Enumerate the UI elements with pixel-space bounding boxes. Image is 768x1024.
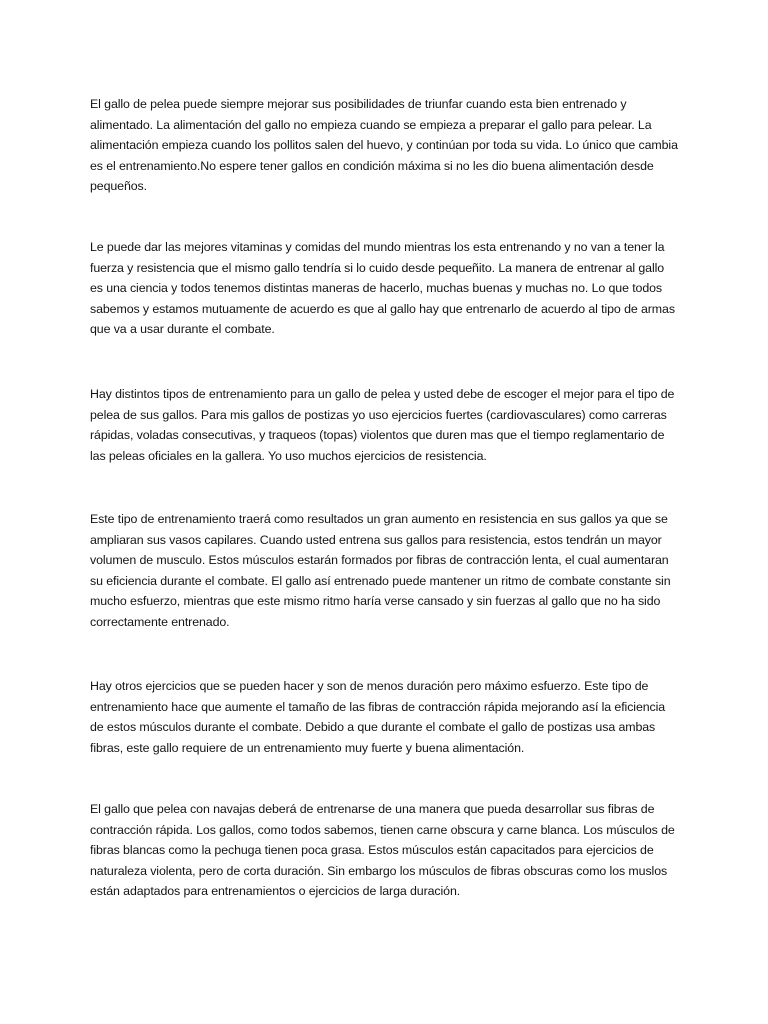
paragraph-6: El gallo que pelea con navajas deberá de entrenarse de una manera que pueda desarrollar sus fibras de contracción rápida. Los gallos, como todos sabemos, tienen carne obscura y carne blanca. Los músculos de fibras blancas como la pechuga tienen poca grasa. Estos músculos están capacitados para ejercicios de naturaleza violenta, pero de corta duración. Sin embargo los músculos de fibras obscuras como los muslos están adaptados para entrenamientos o ejercicios de larga duración. [90, 802, 675, 898]
paragraph-5: Hay otros ejercicios que se pueden hacer y son de menos duración pero máximo esfuerzo. Este tipo de entrenamiento hace que aumente el tamaño de las fibras de contracción rápida mejorando así la eficiencia de estos músculos durante el combate. Debido a que durante el combate el gallo de postizas usa ambas fibras, este gallo requiere de un entrenamiento muy fuerte y buena alimentación. [90, 679, 666, 755]
paragraph-4: Este tipo de entrenamiento traerá como resultados un gran aumento en resistencia en sus gallos ya que se ampliaran sus vasos capilares. Cuando usted entrena sus gallos para resistencia, estos tendrán un mayor volumen de musculo. Estos músculos estarán formados por fibras de contracción lenta, el cual aumentaran su eficiencia durante el combate. El gallo así entrenado puede mantener un ritmo de combate constante sin mucho esfuerzo, mientras que este mismo ritmo haría verse cansado y sin fuerzas al gallo que no ha sido correctamente entrenado. [90, 512, 671, 629]
paragraph-1: El gallo de pelea puede siempre mejorar sus posibilidades de triunfar cuando esta bien entrenado y alimentado. La alimentación del gallo no empieza cuando se empieza a preparar el gallo para pelear. La alimentación empieza cuando los pollitos salen del huevo, y continúan por toda su vida. Lo único que cambia es el entrenamiento.No espere tener gallos en condición máxima si no les dio buena alimentación desde pequeños. [90, 97, 678, 193]
paragraph-2: Le puede dar las mejores vitaminas y comidas del mundo mientras los esta entrenando y no van a tener la fuerza y resistencia que el mismo gallo tendría si lo cuido desde pequeñito. La manera de entrenar al gallo es una ciencia y todos tenemos distintas maneras de hacerlo, muchas buenas y muchas no. Lo que todos sabemos y estamos mutuamente de acuerdo es que al gallo hay que entrenarlo de acuerdo al tipo de armas que va a usar durante el combate. [90, 240, 675, 336]
paragraph-3: Hay distintos tipos de entrenamiento para un gallo de pelea y usted debe de escoger el mejor para el tipo de pelea de sus gallos. Para mis gallos de postizas yo uso ejercicios fuertes (cardiovasculares) como carreras rápidas, voladas consecutivas, y traqueos (topas) violentos que duren mas que el tiempo reglamentario de las peleas oficiales en la gallera. Yo uso muchos ejercicios de resistencia. [90, 387, 675, 463]
